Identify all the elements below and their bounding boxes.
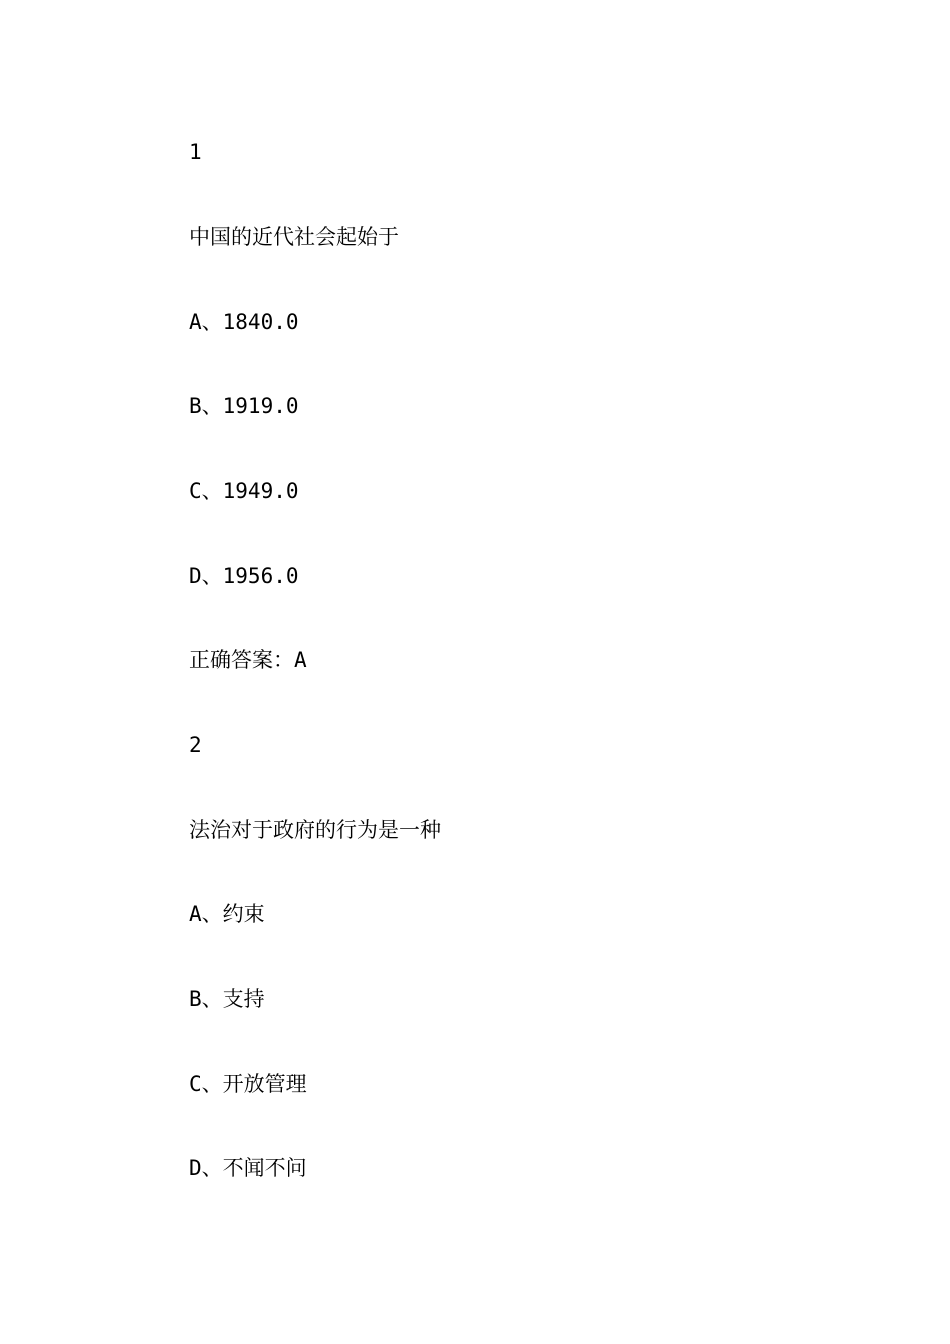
question-number: 1	[189, 140, 202, 164]
question-number: 2	[189, 733, 202, 757]
question-text: 中国的近代社会起始于	[189, 225, 399, 249]
correct-answer: 正确答案：A	[189, 648, 307, 672]
option-d: D、1956.0	[189, 564, 299, 588]
option-c: C、1949.0	[189, 479, 299, 503]
option-b: B、1919.0	[189, 394, 299, 418]
option-a: A、1840.0	[189, 310, 299, 334]
option-c: C、开放管理	[189, 1072, 307, 1096]
option-b: B、支持	[189, 987, 265, 1011]
question-text: 法治对于政府的行为是一种	[189, 818, 441, 842]
option-d: D、不闻不问	[189, 1156, 307, 1180]
option-a: A、约束	[189, 902, 265, 926]
